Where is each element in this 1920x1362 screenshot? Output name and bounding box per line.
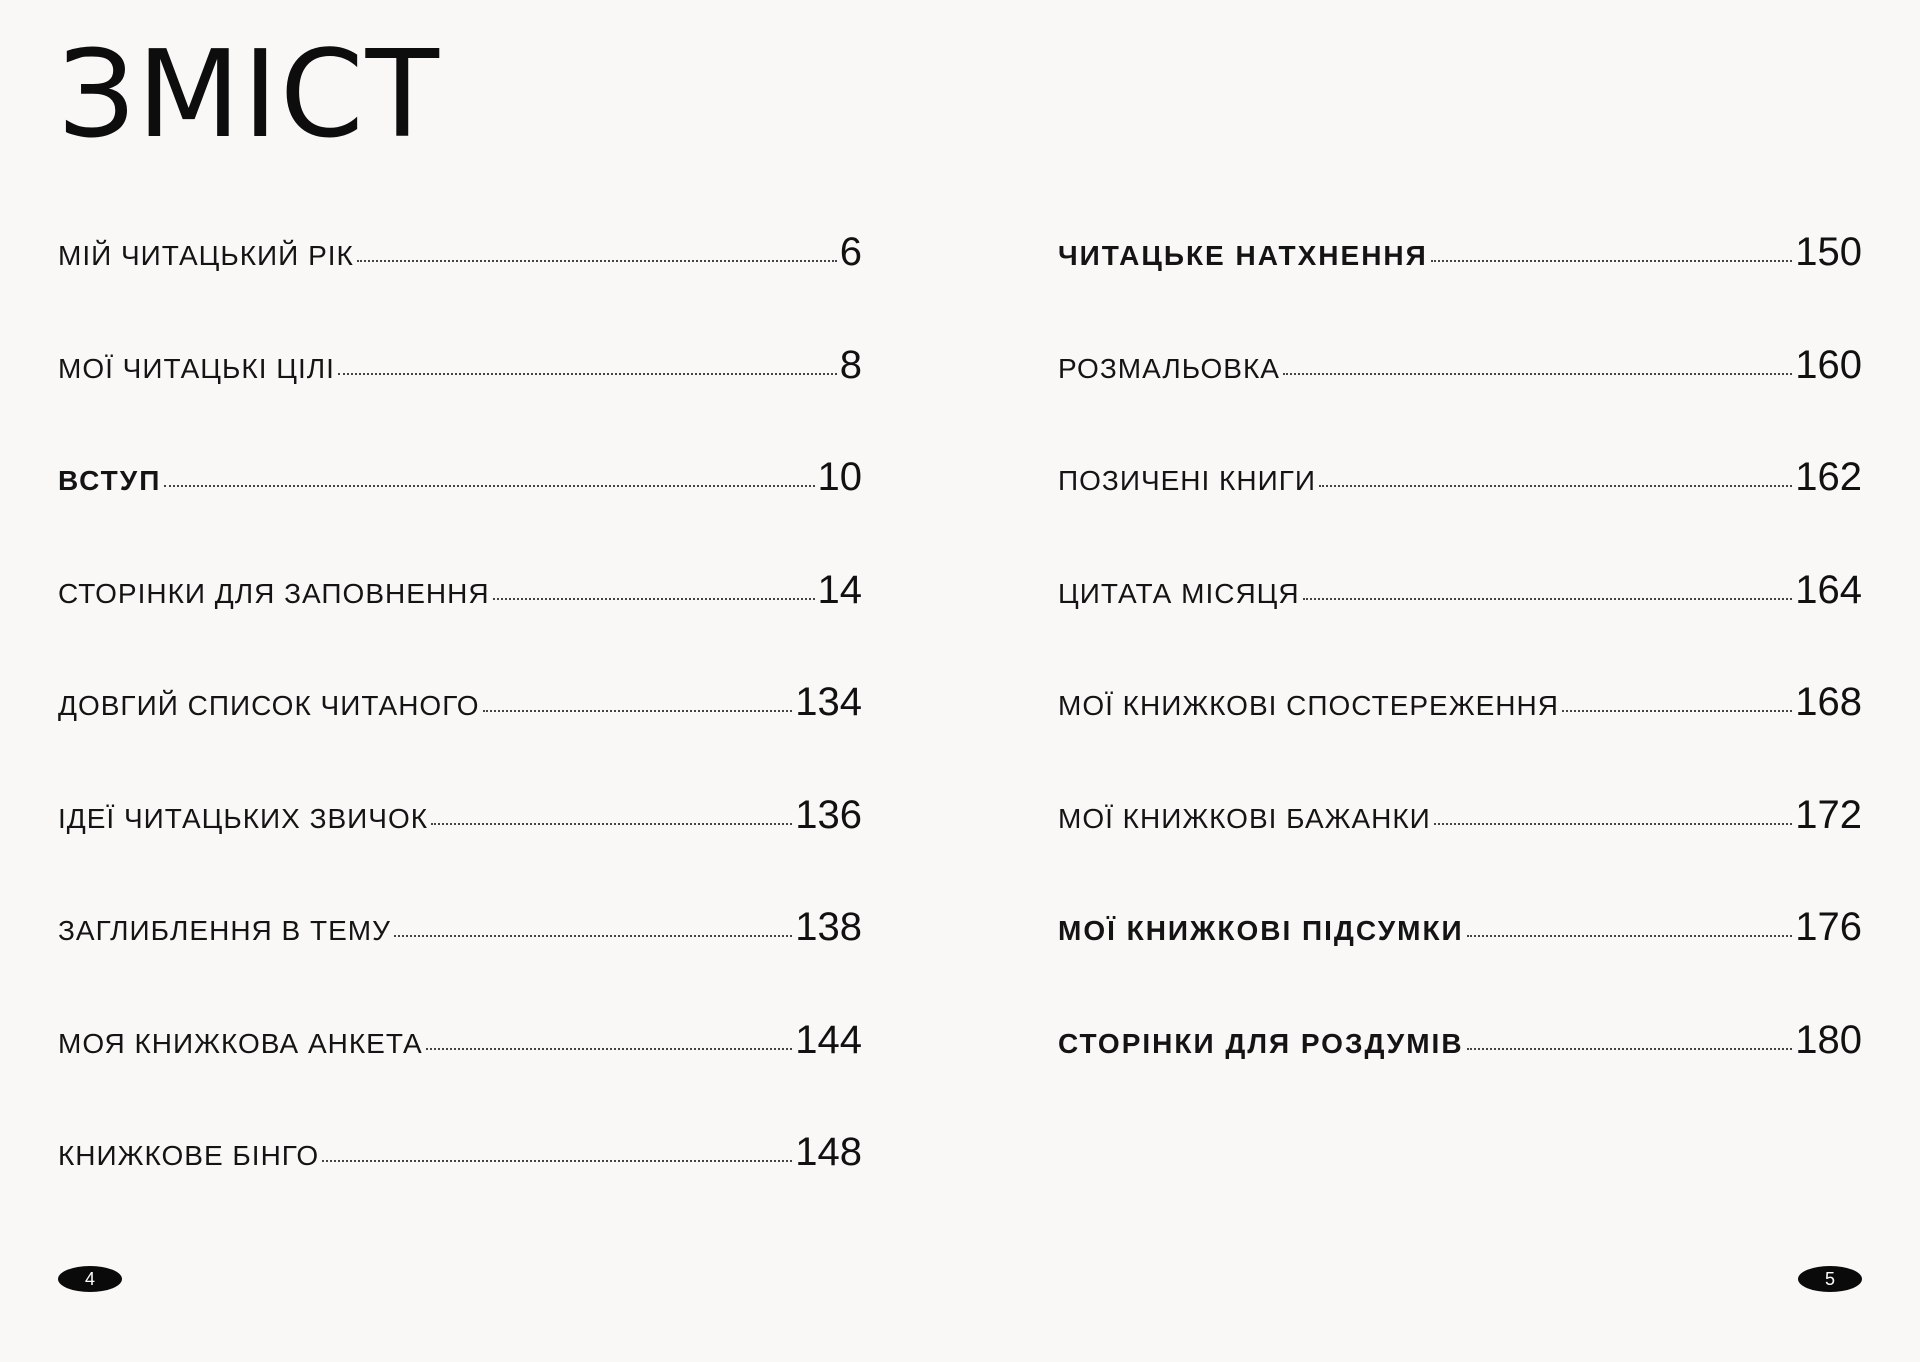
page-number-left: 4 [58, 1266, 122, 1292]
toc-entry[interactable] [58, 1018, 862, 1131]
toc-entry-page: 180 [1795, 1017, 1862, 1062]
toc-dot-leader [1467, 935, 1793, 937]
toc-entry[interactable] [58, 343, 862, 456]
toc-dot-leader [1562, 710, 1792, 712]
toc-entry-label: СТОРІНКИ ДЛЯ РОЗДУМІВ [1058, 1027, 1464, 1059]
toc-dot-leader [338, 373, 837, 375]
toc-entry-page: 138 [795, 905, 862, 949]
toc-entry-page: 144 [795, 1017, 862, 1062]
toc-entry-label: СТОРІНКИ ДЛЯ ЗАПОВНЕННЯ [58, 577, 490, 609]
toc-dot-leader [1283, 373, 1792, 375]
toc-entry[interactable] [1058, 568, 1862, 681]
toc-entry-label: ДОВГИЙ СПИСОК ЧИТАНОГО [58, 690, 480, 721]
toc-entry-label: МОЯ КНИЖКОВА АНКЕТА [58, 1027, 423, 1059]
toc-entry[interactable] [58, 1130, 862, 1243]
toc-entry-label: РОЗМАЛЬОВКА [1058, 352, 1280, 384]
toc-dot-leader [1467, 1048, 1793, 1050]
toc-left-column [58, 230, 862, 1243]
toc-entry[interactable] [58, 230, 862, 343]
toc-dot-leader [426, 1048, 793, 1050]
page-number-right: 5 [1798, 1266, 1862, 1292]
toc-entry-page: 10 [817, 455, 862, 499]
toc-entry-page: 160 [1795, 342, 1862, 387]
toc-entry-page: 176 [1795, 905, 1862, 949]
toc-entry-label: ПОЗИЧЕНІ КНИГИ [1058, 465, 1317, 496]
toc-dot-leader [493, 598, 815, 600]
toc-entry-page: 134 [795, 680, 862, 724]
toc-entry[interactable] [58, 568, 862, 681]
toc-entry-label: МОЇ КНИЖКОВІ БАЖАНКИ [1058, 802, 1431, 834]
toc-entry[interactable] [1058, 1018, 1862, 1131]
toc-dot-leader [1431, 260, 1792, 262]
toc-entry[interactable] [1058, 793, 1862, 906]
toc-dot-leader [357, 260, 837, 262]
toc-entry-page: 150 [1795, 230, 1862, 274]
toc-entry-page: 136 [795, 792, 862, 837]
toc-entry-page: 162 [1795, 455, 1862, 499]
toc-entry[interactable] [1058, 905, 1862, 1018]
toc-right-column [1058, 230, 1862, 1130]
toc-entry[interactable] [1058, 230, 1862, 343]
toc-entry-page: 8 [839, 342, 862, 387]
toc-entry-label: ЗАГЛИБЛЕННЯ В ТЕМУ [58, 915, 391, 946]
toc-entry-label: МІЙ ЧИТАЦЬКИЙ РІК [58, 240, 354, 271]
toc-entry[interactable] [58, 905, 862, 1018]
toc-entry-page: 164 [1795, 567, 1862, 612]
toc-entry[interactable] [1058, 680, 1862, 793]
toc-dot-leader [394, 935, 792, 937]
toc-entry-page: 168 [1795, 680, 1862, 724]
toc-entry-label: КНИЖКОВЕ БІНГО [58, 1140, 320, 1171]
toc-entry-page: 148 [795, 1130, 862, 1174]
toc-entry-page: 6 [839, 230, 862, 274]
toc-entry[interactable] [1058, 343, 1862, 456]
toc-entry-page: 14 [817, 567, 862, 612]
toc-dot-leader [1434, 823, 1792, 825]
toc-entry[interactable] [58, 793, 862, 906]
toc-entry-label: ЧИТАЦЬКЕ НАТХНЕННЯ [1058, 240, 1428, 271]
toc-entry-label: МОЇ КНИЖКОВІ СПОСТЕРЕЖЕННЯ [1058, 690, 1559, 721]
toc-dot-leader [483, 710, 793, 712]
toc-dot-leader [322, 1160, 792, 1162]
toc-entry-label: ЦИТАТА МІСЯЦЯ [1058, 577, 1300, 609]
toc-entry-label: ІДЕЇ ЧИТАЦЬКИХ ЗВИЧОК [58, 802, 429, 834]
toc-entry-label: МОЇ ЧИТАЦЬКІ ЦІЛІ [58, 352, 335, 384]
toc-dot-leader [431, 823, 792, 825]
toc-dot-leader [1303, 598, 1793, 600]
toc-entry-label: МОЇ КНИЖКОВІ ПІДСУМКИ [1058, 915, 1464, 946]
toc-entry-label: ВСТУП [58, 465, 162, 496]
toc-entry[interactable] [58, 680, 862, 793]
toc-entry[interactable] [58, 455, 862, 568]
page-title: ЗМІСТ [58, 26, 441, 165]
toc-entry[interactable] [1058, 455, 1862, 568]
toc-entry-page: 172 [1795, 792, 1862, 837]
toc-dot-leader [164, 485, 814, 487]
toc-dot-leader [1319, 485, 1792, 487]
